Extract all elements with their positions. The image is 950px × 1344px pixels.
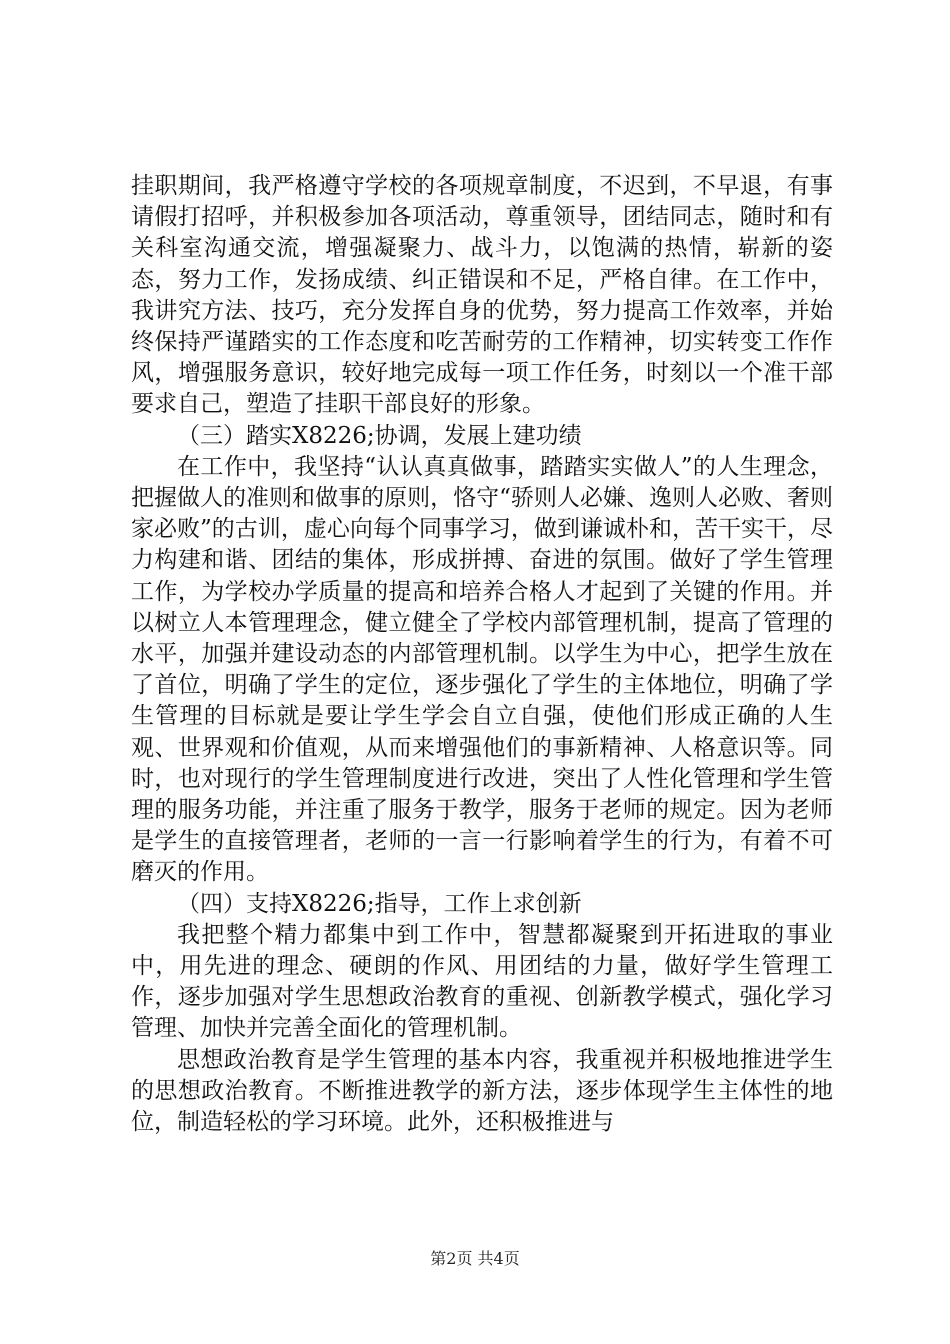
section-heading-3: （三）踏实X8226;协调，发展上建功绩 bbox=[177, 422, 582, 449]
paragraph-political-education: 思想政治教育是学生管理的基本内容，我重视并积极地推进学生的思想政治教育。不断推进教学的新方法，逐步体现学生主体性的地位，制造轻松的学习环境。此外，还积极推进与 bbox=[131, 1046, 833, 1136]
paragraph-philosophy: 在工作中，我坚持“认认真真做事，踏踏实实做人”的人生理念，把握做人的准则和做事的原则，恪守“骄则人必嫌、逸则人必败、奢则家必败”的古训，虚心向每个同事学习，做到谦诚朴和，苦干实干，尽力构建和谐、团结的集体，形成拼搏、奋进的氛围。做好了学生管理工作，为学校办学质量的提高和培养合格人才起到了关键的作用。并以树立人本管理理念，健立健全了学校内部管理机制，提高了管理的水平，加强并建设动态的内部管理机制。以学生为中心，把学生放在了首位，明确了学生的定位，逐步强化了学生的主体地位，明确了学生管理的目标就是要让学生学会自立自强，使他们形成正确的人生观、世界观和价值观，从而来增强他们的事新精神、人格意识等。同时，也对现行的学生管理制度进行改进，突出了人性化管理和学生管理的服务功能，并注重了服务于教学，服务于老师的规定。因为老师是学生的直接管理者，老师的一言一行影响着学生的行为，有着不可磨灭的作用。 bbox=[131, 453, 833, 886]
paragraph-focus: 我把整个精力都集中到工作中，智慧都凝聚到开拓进取的事业中，用先进的理念、硬朗的作风、用团结的力量，做好学生管理工作，逐步加强对学生思想政治教育的重视、创新教学模式，强化学习管理、加快并完善全面化的管理机制。 bbox=[131, 921, 833, 1042]
page-footer: 第2页 共4页 bbox=[430, 1249, 520, 1268]
paragraph-conduct: 挂职期间，我严格遵守学校的各项规章制度，不迟到，不早退，有事请假打招呼，并积极参加各项活动，尊重领导，团结同志，随时和有关科室沟通交流，增强凝聚力、战斗力，以饱满的热情，崭新的姿态，努力工作，发扬成绩、纠正错误和不足，严格自律。在工作中，我讲究方法、技巧，充分发挥自身的优势，努力提高工作效率，并始终保持严谨踏实的工作态度和吃苦耐劳的工作精神，切实转变工作作风，增强服务意识，较好地完成每一项工作任务，时刻以一个准干部要求自己，塑造了挂职干部良好的形象。 bbox=[131, 173, 833, 418]
section-heading-4: （四）支持X8226;指导，工作上求创新 bbox=[177, 890, 582, 917]
document-body bbox=[131, 171, 833, 1138]
